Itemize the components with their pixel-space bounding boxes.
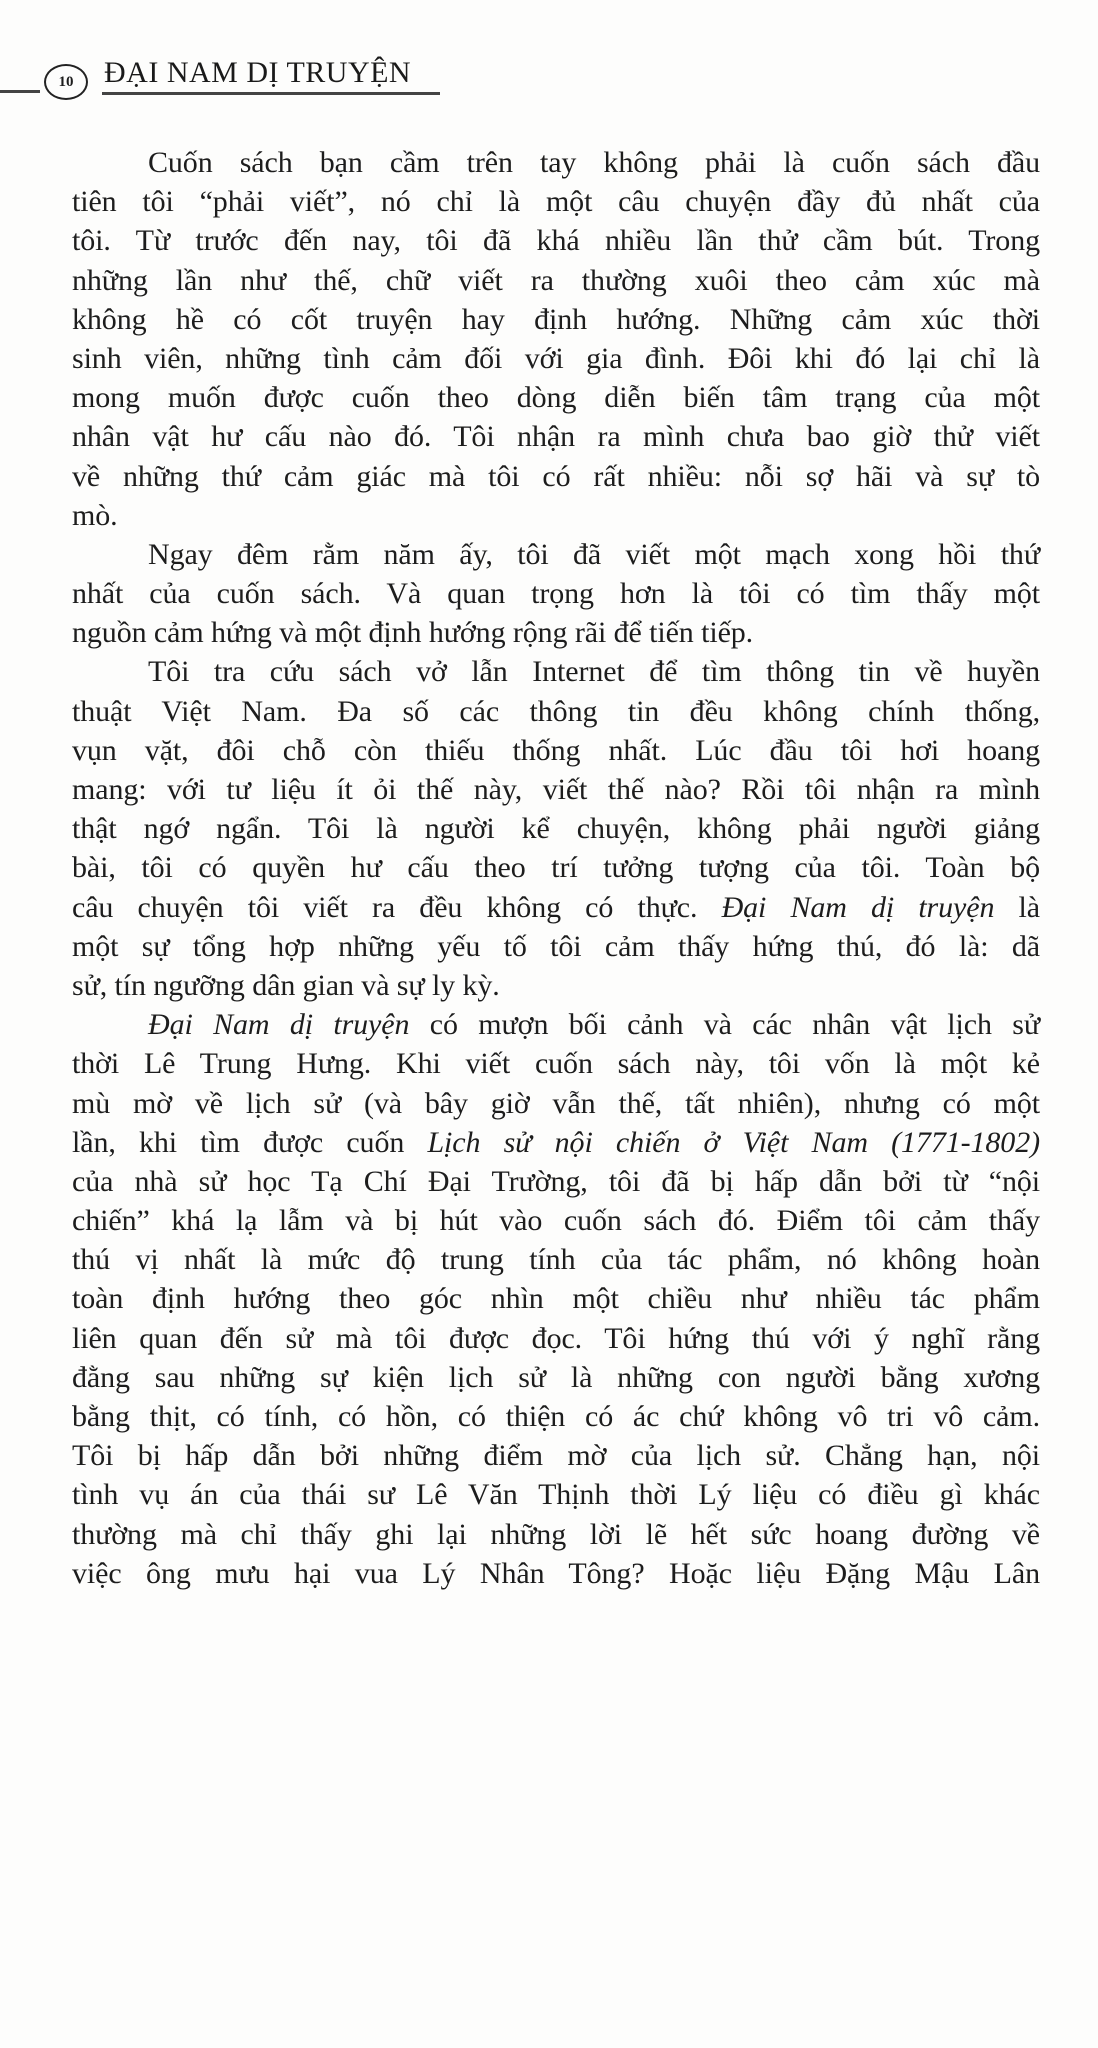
running-header bbox=[0, 50, 460, 100]
text-line: của nhà sử học Tạ Chí Đại Trường, tôi đã bị hấp dẫn bởi từ “nội bbox=[72, 1164, 1040, 1198]
text-run: câu chuyện tôi viết ra đều không có thực. bbox=[72, 890, 722, 924]
text-line: nhân vật hư cấu nào đó. Tôi nhận ra mình chưa bao giờ thử viết bbox=[72, 420, 1040, 454]
text-line: toàn định hướng theo góc nhìn một chiều như nhiều tác phẩm bbox=[72, 1282, 1040, 1316]
text-line-with-book-title bbox=[72, 1123, 1040, 1162]
text-line: không hề có cốt truyện hay định hướng. Những cảm xúc thời bbox=[72, 302, 1040, 336]
text-line: nhất của cuốn sách. Và quan trọng hơn là tôi có tìm thấy một bbox=[72, 577, 1040, 611]
book-title: ĐẠI NAM DỊ TRUYỆN bbox=[104, 56, 412, 89]
text-line: mang: với tư liệu ít ỏi thế này, viết thế nào? Rồi tôi nhận ra mình bbox=[72, 773, 1040, 806]
text-line: thường mà chỉ thấy ghi lại những lời lẽ hết sức hoang đường về bbox=[72, 1517, 1040, 1551]
text-line-with-book-title bbox=[72, 1005, 1040, 1044]
text-line: sử, tín ngưỡng dân gian và sự ly kỳ. bbox=[72, 968, 500, 1002]
text-run: có mượn bối cảnh và các nhân vật lịch sử bbox=[409, 1008, 1041, 1042]
text-line: Tôi bị hấp dẫn bởi những điểm mờ của lịch sử. Chẳng hạn, nội bbox=[72, 1439, 1040, 1473]
text-line-with-book-title bbox=[72, 888, 1040, 927]
book-title-italic: Lịch sử nội chiến ở Việt Nam (1771-1802) bbox=[427, 1125, 1040, 1159]
body-text bbox=[72, 143, 1040, 1593]
text-line: chiến” khá lạ lẫm và bị hút vào cuốn sách đó. Điểm tôi cảm thấy bbox=[72, 1204, 1040, 1238]
text-line: thật ngớ ngẩn. Tôi là người kể chuyện, không phải người giảng bbox=[72, 812, 1040, 846]
text-line: thú vị nhất là mức độ trung tính của tác phẩm, nó không hoàn bbox=[72, 1243, 1040, 1277]
header-rule-left bbox=[0, 90, 40, 93]
paragraph-3 bbox=[72, 652, 1040, 1005]
text-line: bài, tôi có quyền hư cấu theo trí tưởng tượng của tôi. Toàn bộ bbox=[72, 851, 1040, 885]
book-title-italic: Đại Nam dị truyện bbox=[148, 1008, 410, 1042]
text-line: thuật Việt Nam. Đa số các thông tin đều không chính thống, bbox=[72, 694, 1040, 728]
page-number-badge: 10 bbox=[44, 64, 88, 100]
text-line: Tôi tra cứu sách vở lẫn Internet để tìm thông tin về huyền bbox=[148, 655, 1040, 689]
text-line: vụn vặt, đôi chỗ còn thiếu thống nhất. Lúc đầu tôi hơi hoang bbox=[72, 733, 1040, 767]
book-title-italic: Đại Nam dị truyện bbox=[721, 890, 995, 924]
text-line: mò. bbox=[72, 498, 118, 532]
text-line: liên quan đến sử mà tôi được đọc. Tôi hứng thú với ý nghĩ rằng bbox=[72, 1321, 1040, 1355]
paragraph-1 bbox=[72, 143, 1040, 535]
text-line: sinh viên, những tình cảm đối với gia đình. Đôi khi đó lại chỉ là bbox=[72, 341, 1040, 375]
text-line: những lần như thế, chữ viết ra thường xuôi theo cảm xúc mà bbox=[72, 263, 1040, 297]
text-line: Cuốn sách bạn cầm trên tay không phải là cuốn sách đầu bbox=[148, 146, 1040, 179]
text-line: mù mờ về lịch sử (và bây giờ vẫn thế, tất nhiên), nhưng có một bbox=[72, 1086, 1040, 1120]
text-line: tôi. Từ trước đến nay, tôi đã khá nhiều lần thử cầm bút. Trong bbox=[72, 224, 1040, 258]
text-line: về những thứ cảm giác mà tôi có rất nhiều: nỗi sợ hãi và sự tò bbox=[72, 459, 1040, 493]
text-line: một sự tổng hợp những yếu tố tôi cảm thấy hứng thú, đó là: dã bbox=[72, 929, 1040, 963]
paragraph-4 bbox=[72, 1005, 1040, 1593]
text-line: thời Lê Trung Hưng. Khi viết cuốn sách này, tôi vốn là một kẻ bbox=[72, 1047, 1040, 1081]
text-line: nguồn cảm hứng và một định hướng rộng rãi để tiến tiếp. bbox=[72, 616, 754, 650]
paragraph-2 bbox=[72, 535, 1040, 653]
text-run: lần, khi tìm được cuốn bbox=[72, 1125, 428, 1159]
text-line: mong muốn được cuốn theo dòng diễn biến tâm trạng của một bbox=[72, 381, 1040, 415]
text-line: bằng thịt, có tính, có hồn, có thiện có ác chứ không vô tri vô cảm. bbox=[72, 1400, 1040, 1433]
text-line: tiên tôi “phải viết”, nó chỉ là một câu chuyện đầy đủ nhất của bbox=[72, 185, 1040, 219]
text-run: là bbox=[994, 890, 1041, 924]
text-line: việc ông mưu hại vua Lý Nhân Tông? Hoặc liệu Đặng Mậu Lân bbox=[72, 1556, 1040, 1590]
text-line: Ngay đêm rằm năm ấy, tôi đã viết một mạch xong hồi thứ bbox=[148, 537, 1040, 571]
header-rule-right bbox=[102, 92, 440, 95]
text-line: đằng sau những sự kiện lịch sử là những con người bằng xương bbox=[72, 1360, 1040, 1394]
text-line: tình vụ án của thái sư Lê Văn Thịnh thời Lý liệu có điều gì khác bbox=[72, 1478, 1040, 1512]
